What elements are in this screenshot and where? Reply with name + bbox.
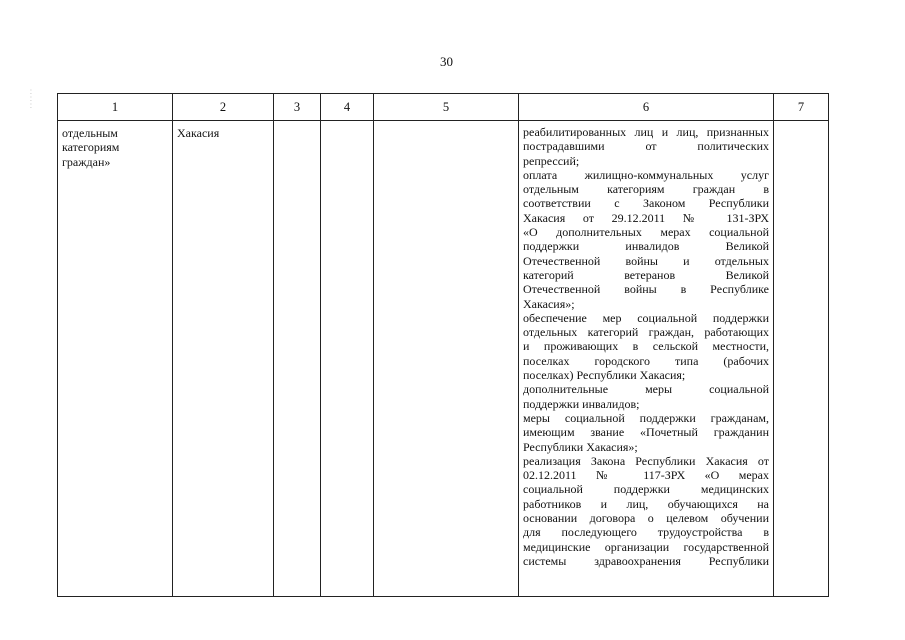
text-line: поддержки инвалидов; xyxy=(523,396,640,411)
text-line: медицинские организации государственной xyxy=(523,539,769,554)
text-line: системы здравоохранения Республики xyxy=(523,553,769,568)
text-line: отдельных категорий граждан, работающих xyxy=(523,325,769,340)
text-line: меры социальной поддержки гражданам, xyxy=(523,410,769,425)
header-col-2: 2 xyxy=(173,94,274,121)
cell-col-5 xyxy=(374,121,519,597)
text-line: соответствии с Законом Республики xyxy=(523,196,769,211)
cell-col-3 xyxy=(274,121,321,597)
cell-line: граждан» xyxy=(62,154,111,169)
cell-col-4 xyxy=(321,121,374,597)
header-col-6: 6 xyxy=(519,94,774,121)
text-line: имеющим звание «Почетный гражданин xyxy=(523,425,769,440)
text-line: реабилитированных лиц и лиц, признанных xyxy=(523,125,769,139)
cell-col-6 xyxy=(519,121,774,597)
text-line: отдельным категориям граждан в xyxy=(523,182,769,197)
scan-margin-mark: ⁚ ⁚ ⁚ xyxy=(30,90,32,110)
text-line: обеспечение мер социальной поддержки xyxy=(523,310,769,325)
text-line: дополнительные меры социальной xyxy=(523,382,769,397)
text-line: поддержки инвалидов Великой xyxy=(523,239,769,254)
text-line: «О дополнительных мерах социальной xyxy=(523,225,769,240)
text-line: репрессий; xyxy=(523,153,580,168)
text-line: 02.12.2011 № 117-ЗРХ «О мерах xyxy=(523,468,769,483)
text-line: Республики Хакасия»; xyxy=(523,439,638,454)
text-line: работников и лиц, обучающихся на xyxy=(523,496,769,511)
text-line: поселках) Республики Хакасия; xyxy=(523,368,686,383)
text-line: для последующего трудоустройства в xyxy=(523,525,769,540)
header-col-7: 7 xyxy=(774,94,829,121)
text-line: Хакасия»; xyxy=(523,296,575,311)
cell-col-7 xyxy=(774,121,829,597)
measures-text xyxy=(519,121,773,568)
header-col-5: 5 xyxy=(374,94,519,121)
text-line: и проживающих в сельской местности, xyxy=(523,339,769,354)
text-line: оплата жилищно-коммунальных услуг xyxy=(523,167,769,182)
text-line: пострадавшими от политических xyxy=(523,139,769,154)
text-line: Отечественной войны и отдельных xyxy=(523,253,769,268)
text-line: поселках городского типа (рабочих xyxy=(523,353,769,368)
cell-col-1 xyxy=(58,121,173,597)
header-col-1: 1 xyxy=(58,94,173,121)
text-line: категорий ветеранов Великой xyxy=(523,267,769,282)
header-col-3: 3 xyxy=(274,94,321,121)
page-number: 30 xyxy=(440,54,453,69)
cell-line: категориям xyxy=(62,140,120,155)
cell-col-2 xyxy=(173,121,274,597)
table-row xyxy=(58,121,829,597)
text-line: социальной поддержки медицинских xyxy=(523,482,769,497)
text-line: Отечественной войны в Республике xyxy=(523,282,769,297)
region-name: Хакасия xyxy=(177,126,220,140)
text-line: Хакасия от 29.12.2011 № 131-ЗРХ xyxy=(523,210,769,225)
text-line: основании договора о целевом обучении xyxy=(523,511,769,526)
text-line: реализация Закона Республики Хакасия от xyxy=(523,453,769,468)
table-header-row xyxy=(58,94,829,121)
cell-line: отдельным xyxy=(62,126,118,140)
header-col-4: 4 xyxy=(321,94,374,121)
data-table xyxy=(57,93,829,597)
